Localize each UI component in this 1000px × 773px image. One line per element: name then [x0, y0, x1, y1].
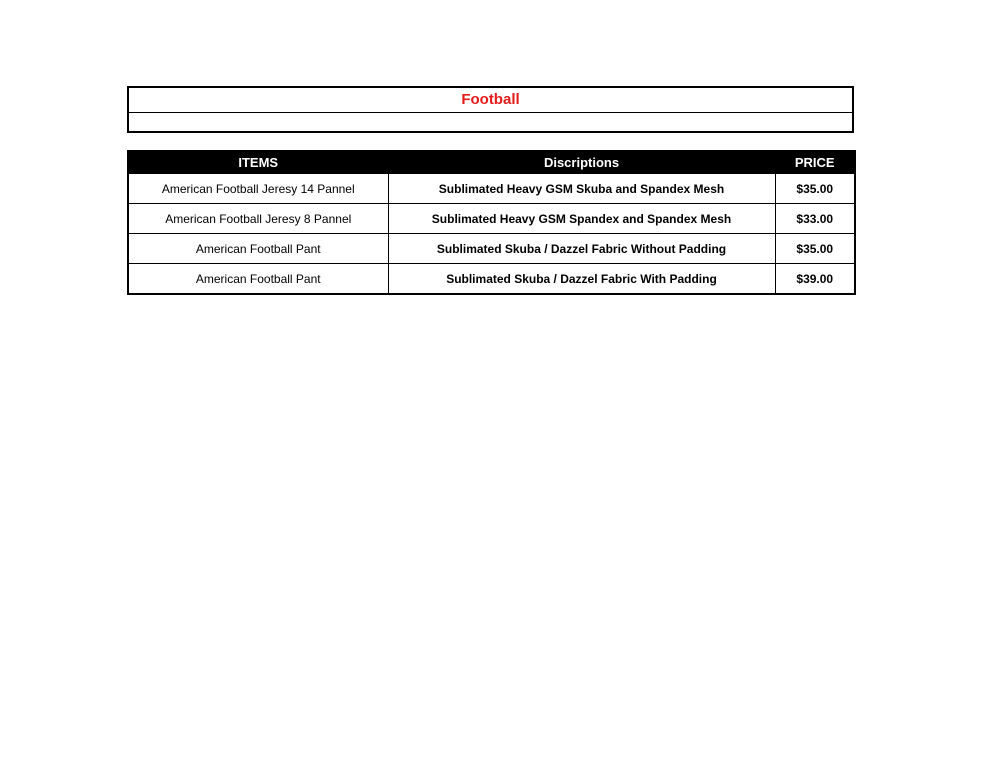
- item-cell: American Football Jeresy 8 Pannel: [128, 204, 388, 234]
- description-cell: Sublimated Skuba / Dazzel Fabric With Padding: [388, 264, 775, 295]
- page-title: Football: [129, 88, 852, 113]
- price-cell: $35.00: [775, 174, 855, 204]
- item-cell: American Football Pant: [128, 234, 388, 264]
- description-cell: Sublimated Heavy GSM Spandex and Spandex Mesh: [388, 204, 775, 234]
- table-row: [128, 264, 855, 295]
- header-descriptions: Discriptions: [388, 151, 775, 174]
- table-row: [128, 234, 855, 264]
- price-cell: $39.00: [775, 264, 855, 295]
- header-items: ITEMS: [128, 151, 388, 174]
- table-header-row: [128, 151, 855, 174]
- price-cell: $33.00: [775, 204, 855, 234]
- table-row: [128, 174, 855, 204]
- price-cell: $35.00: [775, 234, 855, 264]
- title-box: [127, 86, 854, 133]
- item-cell: American Football Pant: [128, 264, 388, 295]
- item-cell: American Football Jeresy 14 Pannel: [128, 174, 388, 204]
- description-cell: Sublimated Heavy GSM Skuba and Spandex Mesh: [388, 174, 775, 204]
- title-empty-row: [129, 113, 852, 132]
- price-table: [127, 150, 856, 295]
- header-price: PRICE: [775, 151, 855, 174]
- table-row: [128, 204, 855, 234]
- description-cell: Sublimated Skuba / Dazzel Fabric Without Padding: [388, 234, 775, 264]
